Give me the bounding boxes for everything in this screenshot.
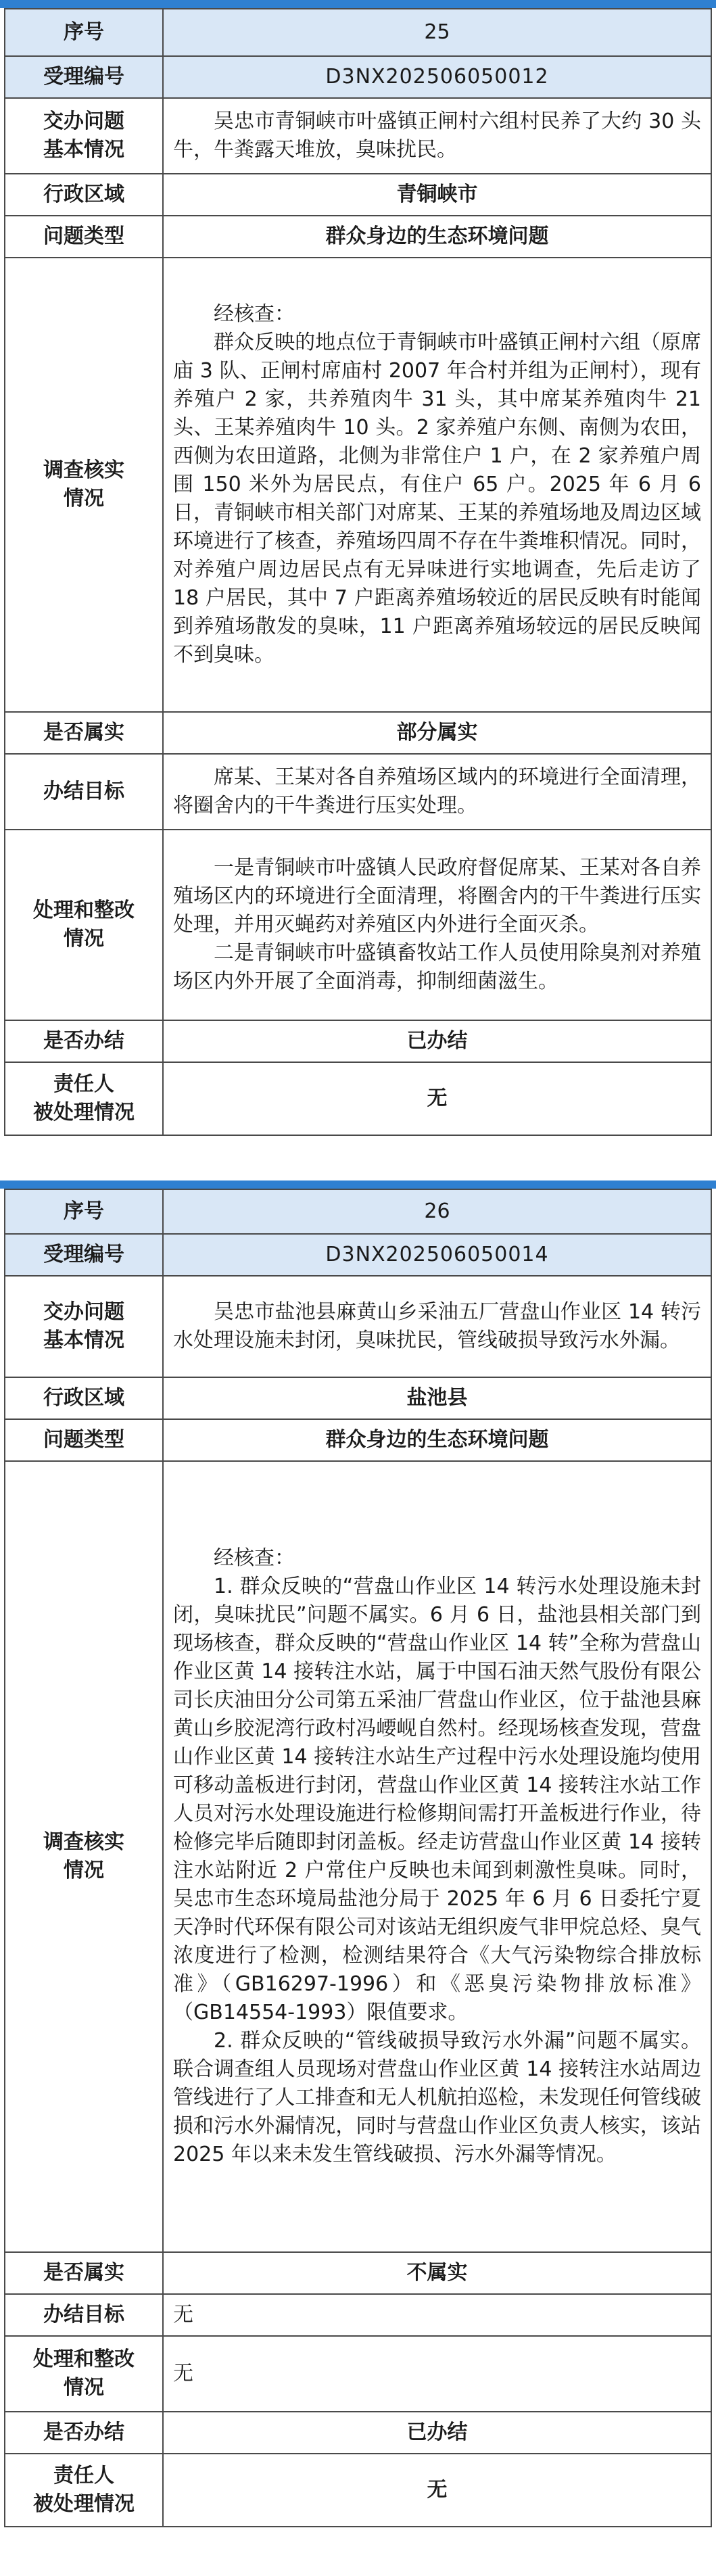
issue-text: 吴忠市盐池县麻黄山乡采油五厂营盘山作业区 14 转污水处理设施未封闭，臭味扰民，管线破损导致污水外漏。 <box>173 1300 701 1352</box>
resp-label-line1: 责任人 <box>53 1072 114 1096</box>
type-value: 群众身边的生态环境问题 <box>163 1419 711 1461</box>
issue-label <box>5 98 163 174</box>
issue-label-line1: 交办问题 <box>43 110 124 133</box>
accept-label: 受理编号 <box>5 1234 163 1276</box>
fact-value: 不属实 <box>163 2252 711 2294</box>
seq-value: 26 <box>163 1189 711 1234</box>
issue-value <box>163 98 711 174</box>
handle-label-line2: 情况 <box>64 927 104 951</box>
investigate-para: 经核查： <box>214 1546 295 1570</box>
handle-label-line1: 处理和整改 <box>33 899 135 922</box>
region-label: 行政区域 <box>5 174 163 216</box>
resp-label-line2: 被处理情况 <box>33 1101 135 1124</box>
resp-value: 无 <box>163 2454 711 2527</box>
investigate-para: 2. 群众反映的“管线破损导致污水外漏”问题不属实。联合调查组人员现场对营盘山作业区黄 14 接转注水站周边管线进行了人工排查和无人机航拍巡检，未发现任何管线破损和污水外漏情况，同时与营盘山作业区负责人核实，该站 2025 年以来未发生管线破损、污水外漏等情况。 <box>173 2029 701 2166</box>
fact-label: 是否属实 <box>5 712 163 754</box>
goal-text: 席某、王某对各自养殖场区域内的环境进行全面清理，将圈舍内的干牛粪进行压实处理。 <box>173 765 701 817</box>
resp-label-line1: 责任人 <box>53 2464 114 2487</box>
type-label: 问题类型 <box>5 216 163 258</box>
investigate-para: 群众反映的地点位于青铜峡市叶盛镇正闸村六组（原席庙 3 队、正闸村席庙村 2007 年合村并组为正闸村），现有养殖户 2 家，共养殖肉牛 31 头，其中席某养殖肉牛 21 头、王某养殖肉牛 10 头。2 家养殖户东侧、南侧为农田，西侧为农田道路，北侧为非常住户 1 户，在 2 家养殖户周围 150 米外为居民点，有住户 65 户。2025 年 6 月 6 日，青铜峡市相关部门对席某、王某的养殖场地及周边区域环境进行了核查，养殖场四周不存在牛粪堆积情况。同时，对养殖户周边居民点有无异味进行实地调查，先后走访了 18 户居民，其中 7 户距离养殖场较近的居民反映有时能闻到养殖场散发的臭味，11 户距离养殖场较远的居民反映闻不到臭味。 <box>173 331 701 667</box>
issue-label-line2: 基本情况 <box>43 138 124 162</box>
seq-label: 序号 <box>5 9 163 56</box>
handle-value: 无 <box>163 2336 711 2412</box>
goal-label: 办结目标 <box>5 754 163 830</box>
investigate-label-line2: 情况 <box>64 487 104 510</box>
resp-value: 无 <box>163 1062 711 1135</box>
accept-label: 受理编号 <box>5 56 163 98</box>
issue-value <box>163 1276 711 1377</box>
resp-label-line2: 被处理情况 <box>33 2492 135 2516</box>
goal-label: 办结目标 <box>5 2294 163 2336</box>
handle-label-line1: 处理和整改 <box>33 2347 135 2371</box>
handle-label-line2: 情况 <box>64 2376 104 2400</box>
issue-text: 吴忠市青铜峡市叶盛镇正闸村六组村民养了大约 30 头牛，牛粪露天堆放，臭味扰民。 <box>173 110 701 162</box>
handle-value <box>163 830 711 1020</box>
resp-label <box>5 2454 163 2527</box>
fact-label: 是否属实 <box>5 2252 163 2294</box>
handle-label <box>5 830 163 1020</box>
issue-label-line1: 交办问题 <box>43 1300 124 1324</box>
region-value: 盐池县 <box>163 1377 711 1419</box>
record-top-bar <box>0 1180 716 1189</box>
region-value: 青铜峡市 <box>163 174 711 216</box>
seq-value: 25 <box>163 9 711 56</box>
done-value: 已办结 <box>163 1020 711 1062</box>
investigate-value <box>163 1461 711 2252</box>
record-table <box>4 8 712 1136</box>
accept-value: D3NX202506050012 <box>163 56 711 98</box>
goal-value <box>163 754 711 830</box>
done-value: 已办结 <box>163 2412 711 2454</box>
investigate-label-line2: 情况 <box>64 1859 104 1882</box>
handle-para: 一是青铜峡市叶盛镇人民政府督促席某、王某对各自养殖场区内的环境进行全面清理，将圈舍内的干牛粪进行压实处理，并用灭蝇药对养殖区内外进行全面灭杀。 <box>173 856 701 936</box>
record-top-bar <box>0 0 716 8</box>
issue-label-line2: 基本情况 <box>43 1329 124 1352</box>
type-value: 群众身边的生态环境问题 <box>163 216 711 258</box>
investigate-label <box>5 258 163 712</box>
investigate-para: 经核查： <box>214 302 295 326</box>
issue-label <box>5 1276 163 1377</box>
accept-value: D3NX202506050014 <box>163 1234 711 1276</box>
fact-value: 部分属实 <box>163 712 711 754</box>
investigate-label-line1: 调查核实 <box>43 1830 124 1854</box>
seq-label: 序号 <box>5 1189 163 1234</box>
resp-label <box>5 1062 163 1135</box>
investigate-label-line1: 调查核实 <box>43 458 124 482</box>
investigate-label <box>5 1461 163 2252</box>
done-label: 是否办结 <box>5 2412 163 2454</box>
goal-value: 无 <box>163 2294 711 2336</box>
type-label: 问题类型 <box>5 1419 163 1461</box>
done-label: 是否办结 <box>5 1020 163 1062</box>
investigate-value <box>163 258 711 712</box>
region-label: 行政区域 <box>5 1377 163 1419</box>
investigate-para: 1. 群众反映的“营盘山作业区 14 转污水处理设施未封闭，臭味扰民”问题不属实。6 月 6 日，盐池县相关部门到现场核查，群众反映的“营盘山作业区 14 转”全称为营盘山作业区黄 14 接转注水站，属于中国石油天然气股份有限公司长庆油田分公司第五采油厂营盘山作业区，位于盐池县麻黄山乡胶泥湾行政村冯崾岘自然村。经现场核查发现，营盘山作业区黄 14 接转注水站生产过程中污水处理设施均使用可移动盖板进行封闭，营盘山作业区黄 14 接转注水站工作人员对污水处理设施进行检修期间需打开盖板进行作业，待检修完毕后随即封闭盖板。经走访营盘山作业区黄 14 接转注水站附近 2 户常住户反映也未闻到刺激性臭味。同时，吴忠市生态环境局盐池分局于 2025 年 6 月 6 日委托宁夏天净时代环保有限公司对该站无组织废气非甲烷总烃、臭气浓度进行了检测，检测结果符合《大气污染物综合排放标准》（GB16297-1996）和《恶臭污染物排放标准》（GB14554-1993）限值要求。 <box>173 1575 701 2024</box>
handle-label <box>5 2336 163 2412</box>
record-table <box>4 1189 712 2527</box>
handle-para: 二是青铜峡市叶盛镇畜牧站工作人员使用除臭剂对养殖场区内外开展了全面消毒，抑制细菌滋生。 <box>173 941 701 993</box>
